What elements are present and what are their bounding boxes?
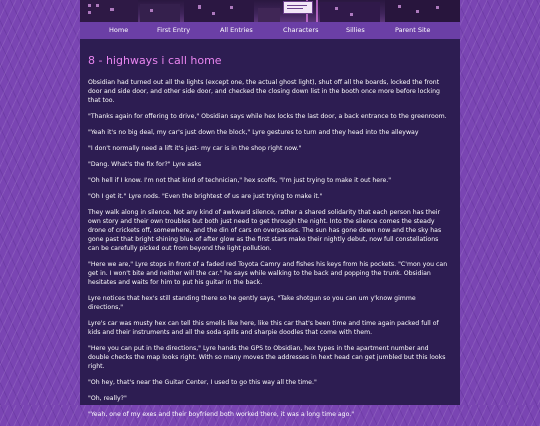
header-banner-image: [80, 0, 460, 22]
nav-parent-site-link[interactable]: Parent Site: [395, 26, 431, 34]
entry-paragraph: "Here you can put in the directions," Lyre hands the GPS to Obsidian, hex types in the apartment number and double checks the map looks right. With so many moves the addresses in hext head can get jumbled but this looks right.: [88, 345, 446, 370]
entry-paragraph: Obsidian had turned out all the lights (except one, the actual ghost light), shut off all the boards, locked the front door and side door, and other side door, and checked the closing down list in the booth once more before locking that too.: [88, 79, 440, 104]
main-nav: [80, 22, 460, 39]
entry-paragraph: "Dang. What's the fix for?" Lyre asks: [88, 161, 202, 168]
neon-sign: [283, 1, 313, 14]
nav-characters-link[interactable]: Characters: [283, 26, 319, 34]
page-column: [80, 0, 460, 418]
entry-paragraph: They walk along in silence. Not any kind of awkward silence, rather a shared solidarity that each person has their own story and their own troubles but both just need to get through the night. Into the silence comes the steady drone of crickets off, somewhere, and the din of cars on overpasses. The sun has gone down now and the sky has gone past that bright shining blue of after glow as the first stars make their nightly debut, now full constellations can be carefully picked out from beyond the light pollution.: [88, 209, 442, 252]
entry-paragraph: Lyre notices that hex's still standing there so he gently says, "Take shotgun so you can um y'know gimme directions,": [88, 295, 416, 311]
entry-content: [88, 54, 450, 426]
entry-paragraph: "Oh I get it." Lyre nods. "Even the brightest of us are just trying to make it.": [88, 193, 323, 200]
entry-paragraph: "Oh, really?": [88, 395, 127, 402]
entry-paragraph: "Here we are," Lyre stops in front of a faded red Toyota Camry and fishes his keys from his pockets. "C'mon you can get in. I won't bite and neither will the car." he says while walking to the back and popping the trunk. Obsidian hesitates and waits for him to put his guitar in the back.: [88, 261, 448, 286]
nav-home-link[interactable]: Home: [109, 26, 129, 34]
entry-title: 8 - highways i call home: [88, 54, 222, 67]
entry-paragraph: "Yeah it's no big deal, my car's just down the block," Lyre gestures to turn and they head into the alleyway: [88, 129, 419, 136]
entry-paragraph: "Oh hey, that's near the Guitar Center, I used to go this way all the time.": [88, 379, 317, 386]
entry-paragraph: "Yeah, one of my exes and their boyfriend both worked there, it was a long time ago.": [88, 411, 355, 418]
nav-sillies-link[interactable]: Sillies: [346, 26, 365, 34]
entry-paragraph: "I don't normally need a lift it's just- my car is in the shop right now.": [88, 145, 302, 152]
nav-first-entry-link[interactable]: First Entry: [157, 26, 191, 34]
entry-paragraph: "Oh hell if I know. I'm not that kind of technician," hex scoffs, "I'm just trying to make it out here.": [88, 177, 392, 184]
nav-all-entries-link[interactable]: All Entries: [220, 26, 253, 34]
entry-paragraph: "Thanks again for offering to drive," Obsidian says while hex locks the last door, a back entrance to the greenroom.: [88, 113, 447, 120]
entry-paragraph: Lyre's car was musty hex can tell this smells like here, like this car that's been time and time again packed full of kids and their instruments and all the soda spills and sharpie doodles that come with them.: [88, 320, 439, 336]
